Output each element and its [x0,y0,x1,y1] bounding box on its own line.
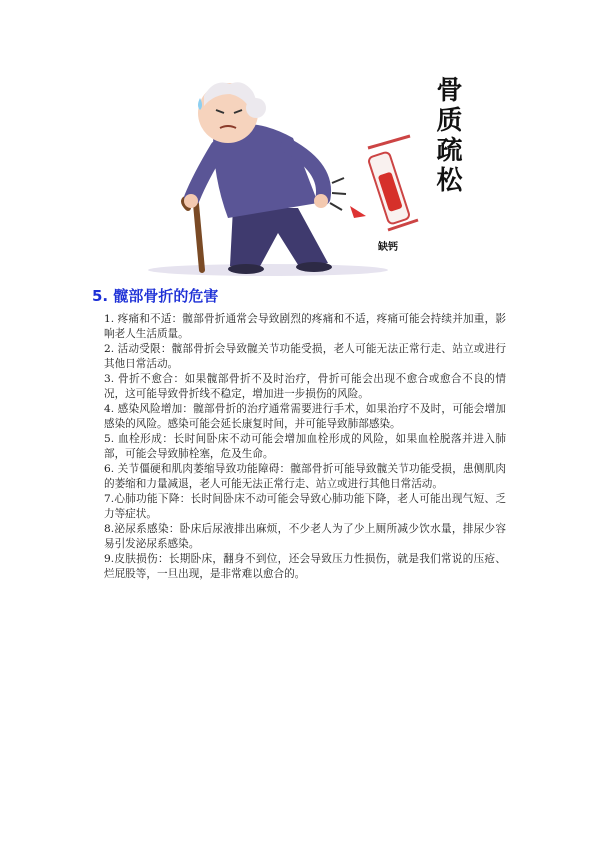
list-item: 4. 感染风险增加：髋部骨折的治疗通常需要进行手术，如果治疗不及时，可能会增加感染的风险。感染可能会延长康复时间，并可能导致肺部感染。 [104,403,506,430]
list-item: 6. 关节僵硬和肌肉萎缩导致功能障碍：髋部骨折可能导致髋关节功能受损，患侧肌肉的萎缩和力量减退，老人可能无法正常行走、站立或进行其他日常活动。 [104,463,506,490]
section-heading: 5. 髋部骨折的危害 [92,287,219,305]
list-item: 2. 活动受限：髋部骨折会导致髋关节功能受损，老人可能无法正常行走、站立或进行其他日常活动。 [104,343,506,370]
title-char: 松 [436,166,464,196]
title-char: 骨 [436,76,464,106]
hazard-list [104,312,506,582]
list-item: 5. 血栓形成：长时间卧床不动可能会增加血栓形成的风险，如果血栓脱落并进入肺部，可能会导致肺栓塞，危及生命。 [104,433,506,460]
illustration-title [420,76,480,196]
list-item: 3. 骨折不愈合：如果髋部骨折不及时治疗，骨折可能会出现不愈合或愈合不良的情况，这可能导致骨折线不稳定，增加进一步损伤的风险。 [104,373,506,400]
list-item: 8.泌尿系感染：卧床后尿液排出麻烦，不少老人为了少上厕所减少饮水量，排尿少容易引发泌尿系感染。 [104,523,506,550]
title-char: 质 [436,106,464,136]
list-item: 7.心肺功能下降：长时间卧床不动可能会导致心肺功能下降，老人可能出现气短、乏力等症状。 [104,493,506,520]
title-char: 疏 [436,136,464,166]
list-item: 9.皮肤损伤：长期卧床，翻身不到位，还会导致压力性损伤，就是我们常说的压疮、烂屁股等，一旦出现，是非常难以愈合的。 [104,553,506,580]
calcium-deficiency-label: 缺钙 [378,242,398,253]
list-item: 1. 疼痛和不适：髋部骨折通常会导致剧烈的疼痛和不适，疼痛可能会持续并加重，影响老人生活质量。 [104,313,506,340]
